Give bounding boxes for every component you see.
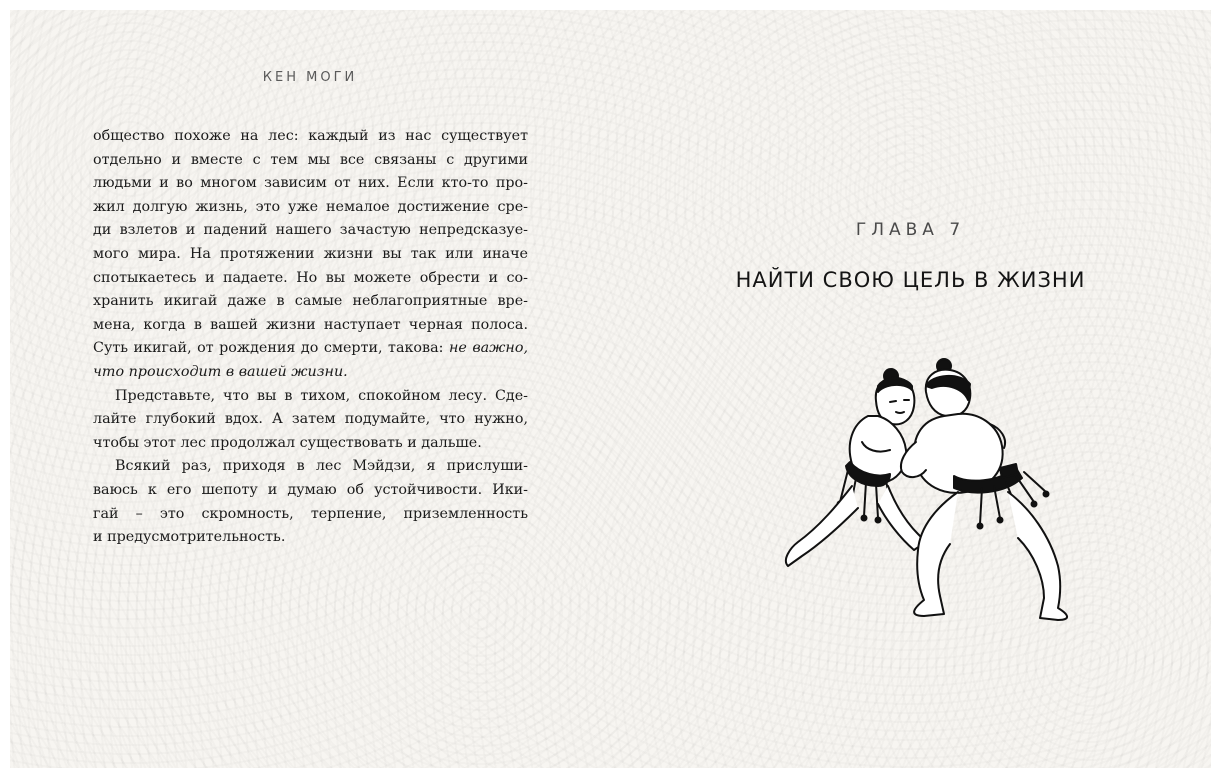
text-line: Всякий раз, приходя в лес Мэйдзи, я прислуши- <box>115 458 528 475</box>
text-line: и предусмотрительность. <box>93 529 286 546</box>
text-line: спотыкаетесь и падаете. Но вы можете обрести и со- <box>93 269 528 286</box>
chapter-number: ГЛАВА 7 <box>855 220 966 240</box>
text-line: хранить икигай даже в самые неблагоприятные вре- <box>93 293 528 310</box>
sumo-wrestlers-icon <box>768 346 1078 622</box>
text-line: мого мира. На протяжении жизни вы так или иначе <box>93 245 528 262</box>
text-fragment: Суть икигай, от рождения до смерти, такова: <box>93 340 444 357</box>
text-line-with-italic <box>93 337 528 361</box>
body-text <box>93 125 528 550</box>
text-line: отдельно и вместе с тем мы все связаны с другими <box>93 151 528 168</box>
text-line: чтобы этот лес продолжал существовать и дальше. <box>93 434 482 451</box>
running-head-author: КЕН МОГИ <box>262 70 358 85</box>
text-line: общество похоже на лес: каждый из нас существует <box>93 128 528 144</box>
text-line: Представьте, что вы в тихом, спокойном лесу. Сде- <box>115 387 528 404</box>
chapter-title: НАЙТИ СВОЮ ЦЕЛЬ В ЖИЗНИ <box>735 268 1086 292</box>
text-line: людьми и во многом зависим от них. Если кто-то про- <box>93 175 528 192</box>
text-line: мена, когда в вашей жизни наступает черная полоса. <box>93 316 528 333</box>
text-line: гай – это скромность, терпение, приземленность <box>93 505 528 522</box>
italic-fragment: не важно, <box>448 340 529 357</box>
text-line: лайте глубокий вдох. А затем подумайте, что нужно, <box>93 411 528 428</box>
text-line: жил долгую жизнь, это уже немалое достижение сре- <box>93 198 528 215</box>
sumo-wrestlers-illustration <box>768 346 1078 622</box>
text-line: ваюсь к его шепоту и думаю об устойчивости. Ики- <box>93 481 528 498</box>
italic-fragment: что происходит в вашей жизни. <box>93 363 348 380</box>
book-spread <box>10 10 1211 768</box>
text-line: ди взлетов и падений нашего зачастую непредсказуе- <box>93 222 528 239</box>
italic-line <box>93 361 528 385</box>
